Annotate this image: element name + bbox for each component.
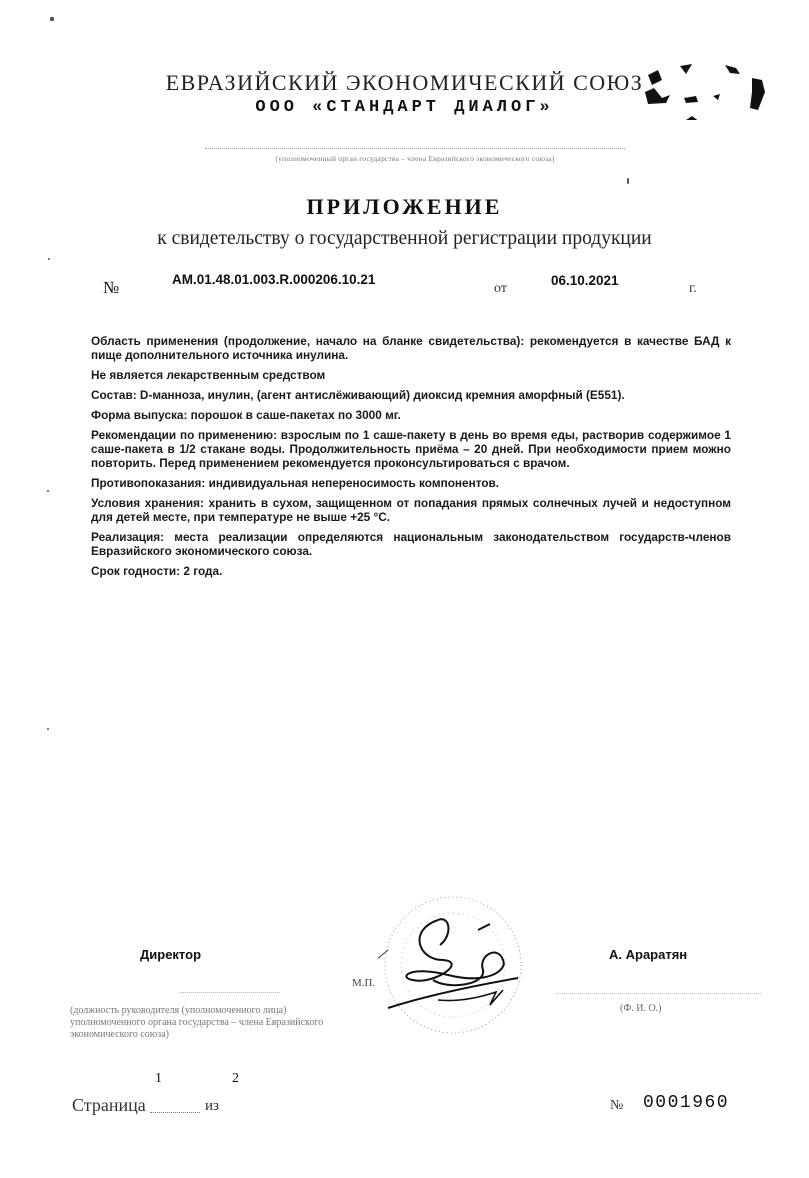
- page-total: 2: [232, 1071, 239, 1086]
- of-label: из: [205, 1098, 219, 1114]
- scan-speck: [47, 728, 49, 730]
- not-medicine-paragraph: Не является лекарственным средством: [91, 368, 326, 382]
- release-form-paragraph: Форма выпуска: порошок в саше-пакетах по 3000 мг.: [91, 408, 401, 422]
- number-sign: №: [103, 278, 120, 297]
- registration-number: AM.01.48.01.003.R.000206.10.21: [172, 272, 376, 287]
- hologram-sticker-icon: [640, 40, 775, 120]
- page-blank-line: [150, 1112, 200, 1113]
- signer-name: А. Араратян: [609, 947, 688, 962]
- name-underline: [556, 993, 761, 994]
- composition-paragraph: Состав: D-манноза, инулин, (агент антислёживающий) диоксид кремния аморфный (E551).: [91, 388, 625, 402]
- org-caption: (уполномоченный орган государства – члена Евразийского экономического союза): [275, 154, 555, 163]
- appendix-title: ПРИЛОЖЕНИЕ: [306, 194, 503, 219]
- stamp-place-label: М.П.: [352, 977, 376, 989]
- scan-speck: [47, 490, 49, 492]
- appendix-subtitle: к свидетельству о государственной регистрации продукции: [157, 228, 652, 249]
- scope-paragraph: Область применения (продолжение, начало на бланке свидетельства): рекомендуется в качестве БАД к пище дополнительного источника инулина.: [91, 334, 731, 362]
- position-caption: (должность руководителя (уполномоченного лица) уполномоченного органа государства – члена Евразийского экономического союза): [70, 1005, 324, 1040]
- form-serial-number: 0001960: [643, 1093, 730, 1113]
- org-underline: [205, 148, 625, 149]
- storage-conditions-paragraph: Условия хранения: хранить в сухом, защищенном от попадания прямых солнечных лучей и недоступном для детей месте, при температуре не выше +25 °С.: [91, 496, 731, 524]
- stamp-signature-icon: [378, 890, 528, 1040]
- from-label: от: [494, 281, 507, 296]
- contraindications-paragraph: Противопоказания: индивидуальная непереносимость компонентов.: [91, 476, 500, 490]
- signer-position: Директор: [140, 947, 202, 962]
- position-underline: [180, 992, 280, 993]
- registration-date: 06.10.2021: [551, 273, 619, 288]
- page-label: Страница: [72, 1095, 146, 1115]
- year-suffix: г.: [689, 281, 697, 296]
- page-current: 1: [155, 1071, 162, 1086]
- usage-recommendations-paragraph: Рекомендации по применению: взрослым по 1 саше-пакету в день во время еды, растворив содержимое 1 саше-пакета в 1/2 стакане воды. Продолжительность приёма – 20 дней. При необходимости прием можно повторить. Перед применением рекомендуется проконсультироваться с врачом.: [91, 428, 731, 470]
- union-title: ЕВРАЗИЙСКИЙ ЭКОНОМИЧЕСКИЙ СОЮЗ: [165, 70, 644, 95]
- scan-speck: [48, 258, 50, 260]
- scan-speck: [627, 178, 629, 184]
- scan-speck: [50, 17, 54, 21]
- distribution-paragraph: Реализация: места реализации определяются национальным законодательством государств-членов Евразийского экономического союза.: [91, 530, 731, 558]
- serial-number-sign: №: [610, 1098, 624, 1113]
- company-name: ООО «СТАНДАРТ ДИАЛОГ»: [255, 98, 554, 117]
- product-details: [91, 334, 731, 584]
- fio-caption: (Ф. И. О.): [620, 1003, 662, 1014]
- shelf-life-paragraph: Срок годности: 2 года.: [91, 564, 223, 578]
